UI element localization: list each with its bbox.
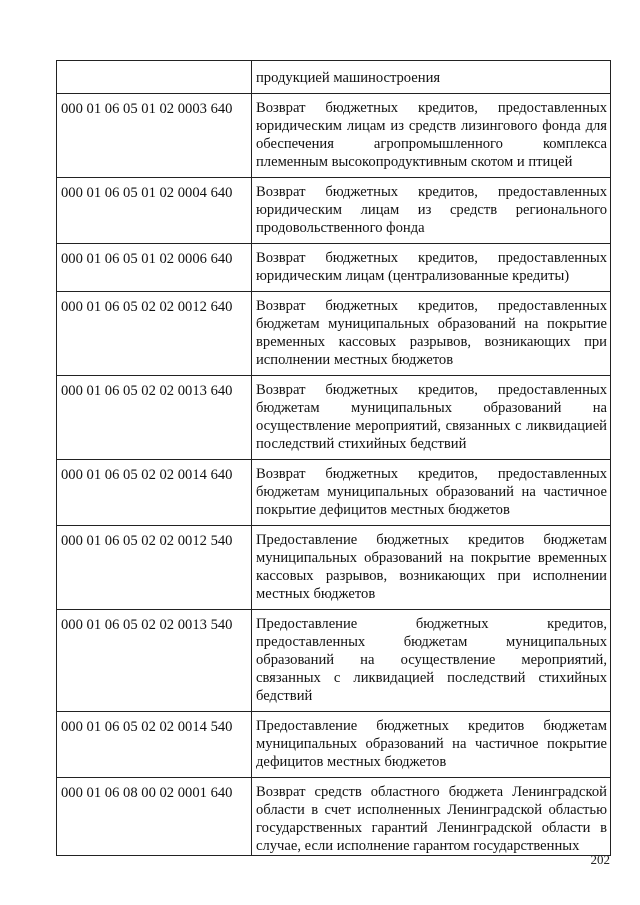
table-row [57, 778, 611, 856]
budget-code-cell: 000 01 06 08 00 02 0001 640 [57, 778, 252, 856]
page-number: 202 [590, 852, 610, 867]
table-row [57, 61, 611, 94]
table-row [57, 376, 611, 460]
budget-code-cell: 000 01 06 05 02 02 0012 540 [57, 526, 252, 610]
table-row [57, 292, 611, 376]
description-cell: Возврат бюджетных кредитов, предоставленных юридическим лицам (централизованные кредиты) [252, 244, 611, 292]
budget-code-cell: 000 01 06 05 02 02 0014 540 [57, 712, 252, 778]
table-row [57, 460, 611, 526]
budget-code-cell: 000 01 06 05 01 02 0003 640 [57, 94, 252, 178]
budget-code-cell: 000 01 06 05 01 02 0006 640 [57, 244, 252, 292]
description-cell: Возврат средств областного бюджета Ленинградской области в счет исполненных Ленинградской областью государственных гарантий Ленинградской области в случае, если исполнение гарантом государственных [252, 778, 611, 856]
description-cell: Предоставление бюджетных кредитов, предоставленных бюджетам муниципальных образований на осуществление мероприятий, связанных с ликвидацией последствий стихийных бедствий [252, 610, 611, 712]
description-cell: Возврат бюджетных кредитов, предоставленных бюджетам муниципальных образований на покрытие временных кассовых разрывов, возникающих при исполнении местных бюджетов [252, 292, 611, 376]
budget-code-cell: 000 01 06 05 02 02 0012 640 [57, 292, 252, 376]
table-row [57, 244, 611, 292]
table-row [57, 610, 611, 712]
budget-code-cell: 000 01 06 05 02 02 0014 640 [57, 460, 252, 526]
description-cell: Возврат бюджетных кредитов, предоставленных бюджетам муниципальных образований на осуществление мероприятий, связанных с ликвидацией последствий стихийных бедствий [252, 376, 611, 460]
budget-code-cell [57, 61, 252, 94]
table-row [57, 178, 611, 244]
description-cell: Возврат бюджетных кредитов, предоставленных юридическим лицам из средств лизингового фонда для обеспечения агропромышленного комплекса племенным высокопродуктивным скотом и птицей [252, 94, 611, 178]
budget-code-cell: 000 01 06 05 02 02 0013 640 [57, 376, 252, 460]
description-cell: продукцией машиностроения [252, 61, 611, 94]
table-row [57, 712, 611, 778]
table-row [57, 94, 611, 178]
description-cell: Возврат бюджетных кредитов, предоставленных юридическим лицам из средств регионального продовольственного фонда [252, 178, 611, 244]
table-row [57, 526, 611, 610]
description-cell: Возврат бюджетных кредитов, предоставленных бюджетам муниципальных образований на частичное покрытие дефицитов местных бюджетов [252, 460, 611, 526]
budget-code-cell: 000 01 06 05 02 02 0013 540 [57, 610, 252, 712]
description-cell: Предоставление бюджетных кредитов бюджетам муниципальных образований на частичное покрытие дефицитов местных бюджетов [252, 712, 611, 778]
description-cell: Предоставление бюджетных кредитов бюджетам муниципальных образований на покрытие временных кассовых разрывов, возникающих при исполнении местных бюджетов [252, 526, 611, 610]
document-table [56, 60, 611, 856]
budget-code-cell: 000 01 06 05 01 02 0004 640 [57, 178, 252, 244]
